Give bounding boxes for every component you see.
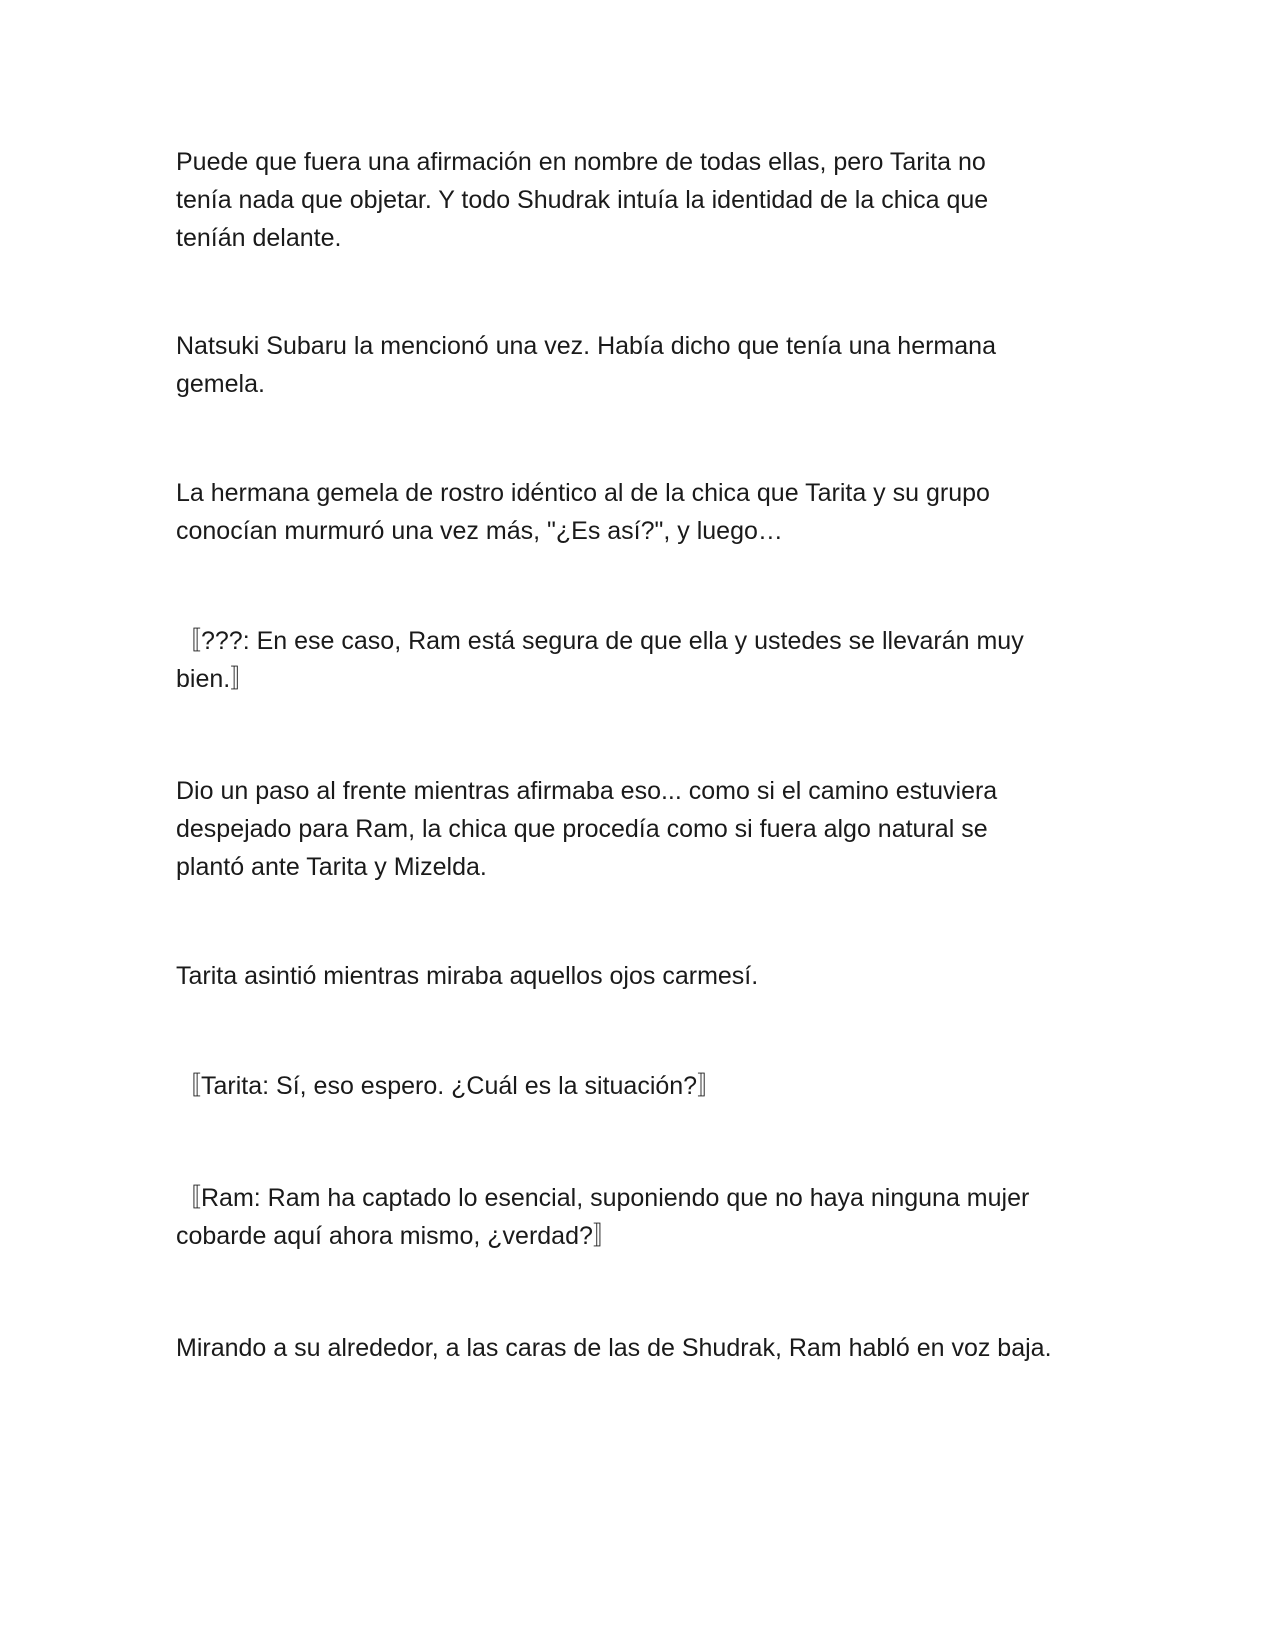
paragraph-9	[176, 1329, 1106, 1367]
paragraph-line: bien.〛	[176, 665, 256, 693]
paragraph-line: Natsuki Subaru la mencionó una vez. Había dicho que tenía una hermana	[176, 332, 996, 360]
paragraph-line: 〚Tarita: Sí, eso espero. ¿Cuál es la situación?〛	[176, 1072, 723, 1100]
paragraph-6	[176, 957, 1106, 995]
paragraph-7	[176, 1067, 1106, 1105]
paragraph-line: tenía nada que objetar. Y todo Shudrak intuía la identidad de la chica que	[176, 186, 989, 214]
paragraph-3	[176, 474, 1106, 550]
paragraph-line: 〚Ram: Ram ha captado lo esencial, suponiendo que no haya ninguna mujer	[176, 1184, 1030, 1212]
paragraph-line: conocían murmuró una vez más, "¿Es así?", y luego…	[176, 517, 783, 545]
paragraph-line: teníán delante.	[176, 224, 342, 252]
paragraph-line: plantó ante Tarita y Mizelda.	[176, 853, 487, 881]
paragraph-2	[176, 327, 1106, 403]
paragraph-line: gemela.	[176, 370, 265, 398]
paragraph-line: Puede que fuera una afirmación en nombre de todas ellas, pero Tarita no	[176, 148, 986, 176]
paragraph-line: Dio un paso al frente mientras afirmaba eso... como si el camino estuviera	[176, 777, 998, 805]
paragraph-line: La hermana gemela de rostro idéntico al de la chica que Tarita y su grupo	[176, 479, 990, 507]
paragraph-4	[176, 622, 1106, 698]
paragraph-line: Tarita asintió mientras miraba aquellos ojos carmesí.	[176, 962, 759, 990]
paragraph-line: despejado para Ram, la chica que procedía como si fuera algo natural se	[176, 815, 988, 843]
paragraph-line: cobarde aquí ahora mismo, ¿verdad?〛	[176, 1222, 618, 1250]
paragraph-1	[176, 143, 1106, 257]
paragraph-line: Mirando a su alrededor, a las caras de las de Shudrak, Ram habló en voz baja.	[176, 1334, 1052, 1362]
paragraph-5	[176, 772, 1106, 886]
paragraph-line: 〚???: En ese caso, Ram está segura de que ella y ustedes se llevarán muy	[176, 627, 1024, 655]
paragraph-8	[176, 1179, 1106, 1255]
